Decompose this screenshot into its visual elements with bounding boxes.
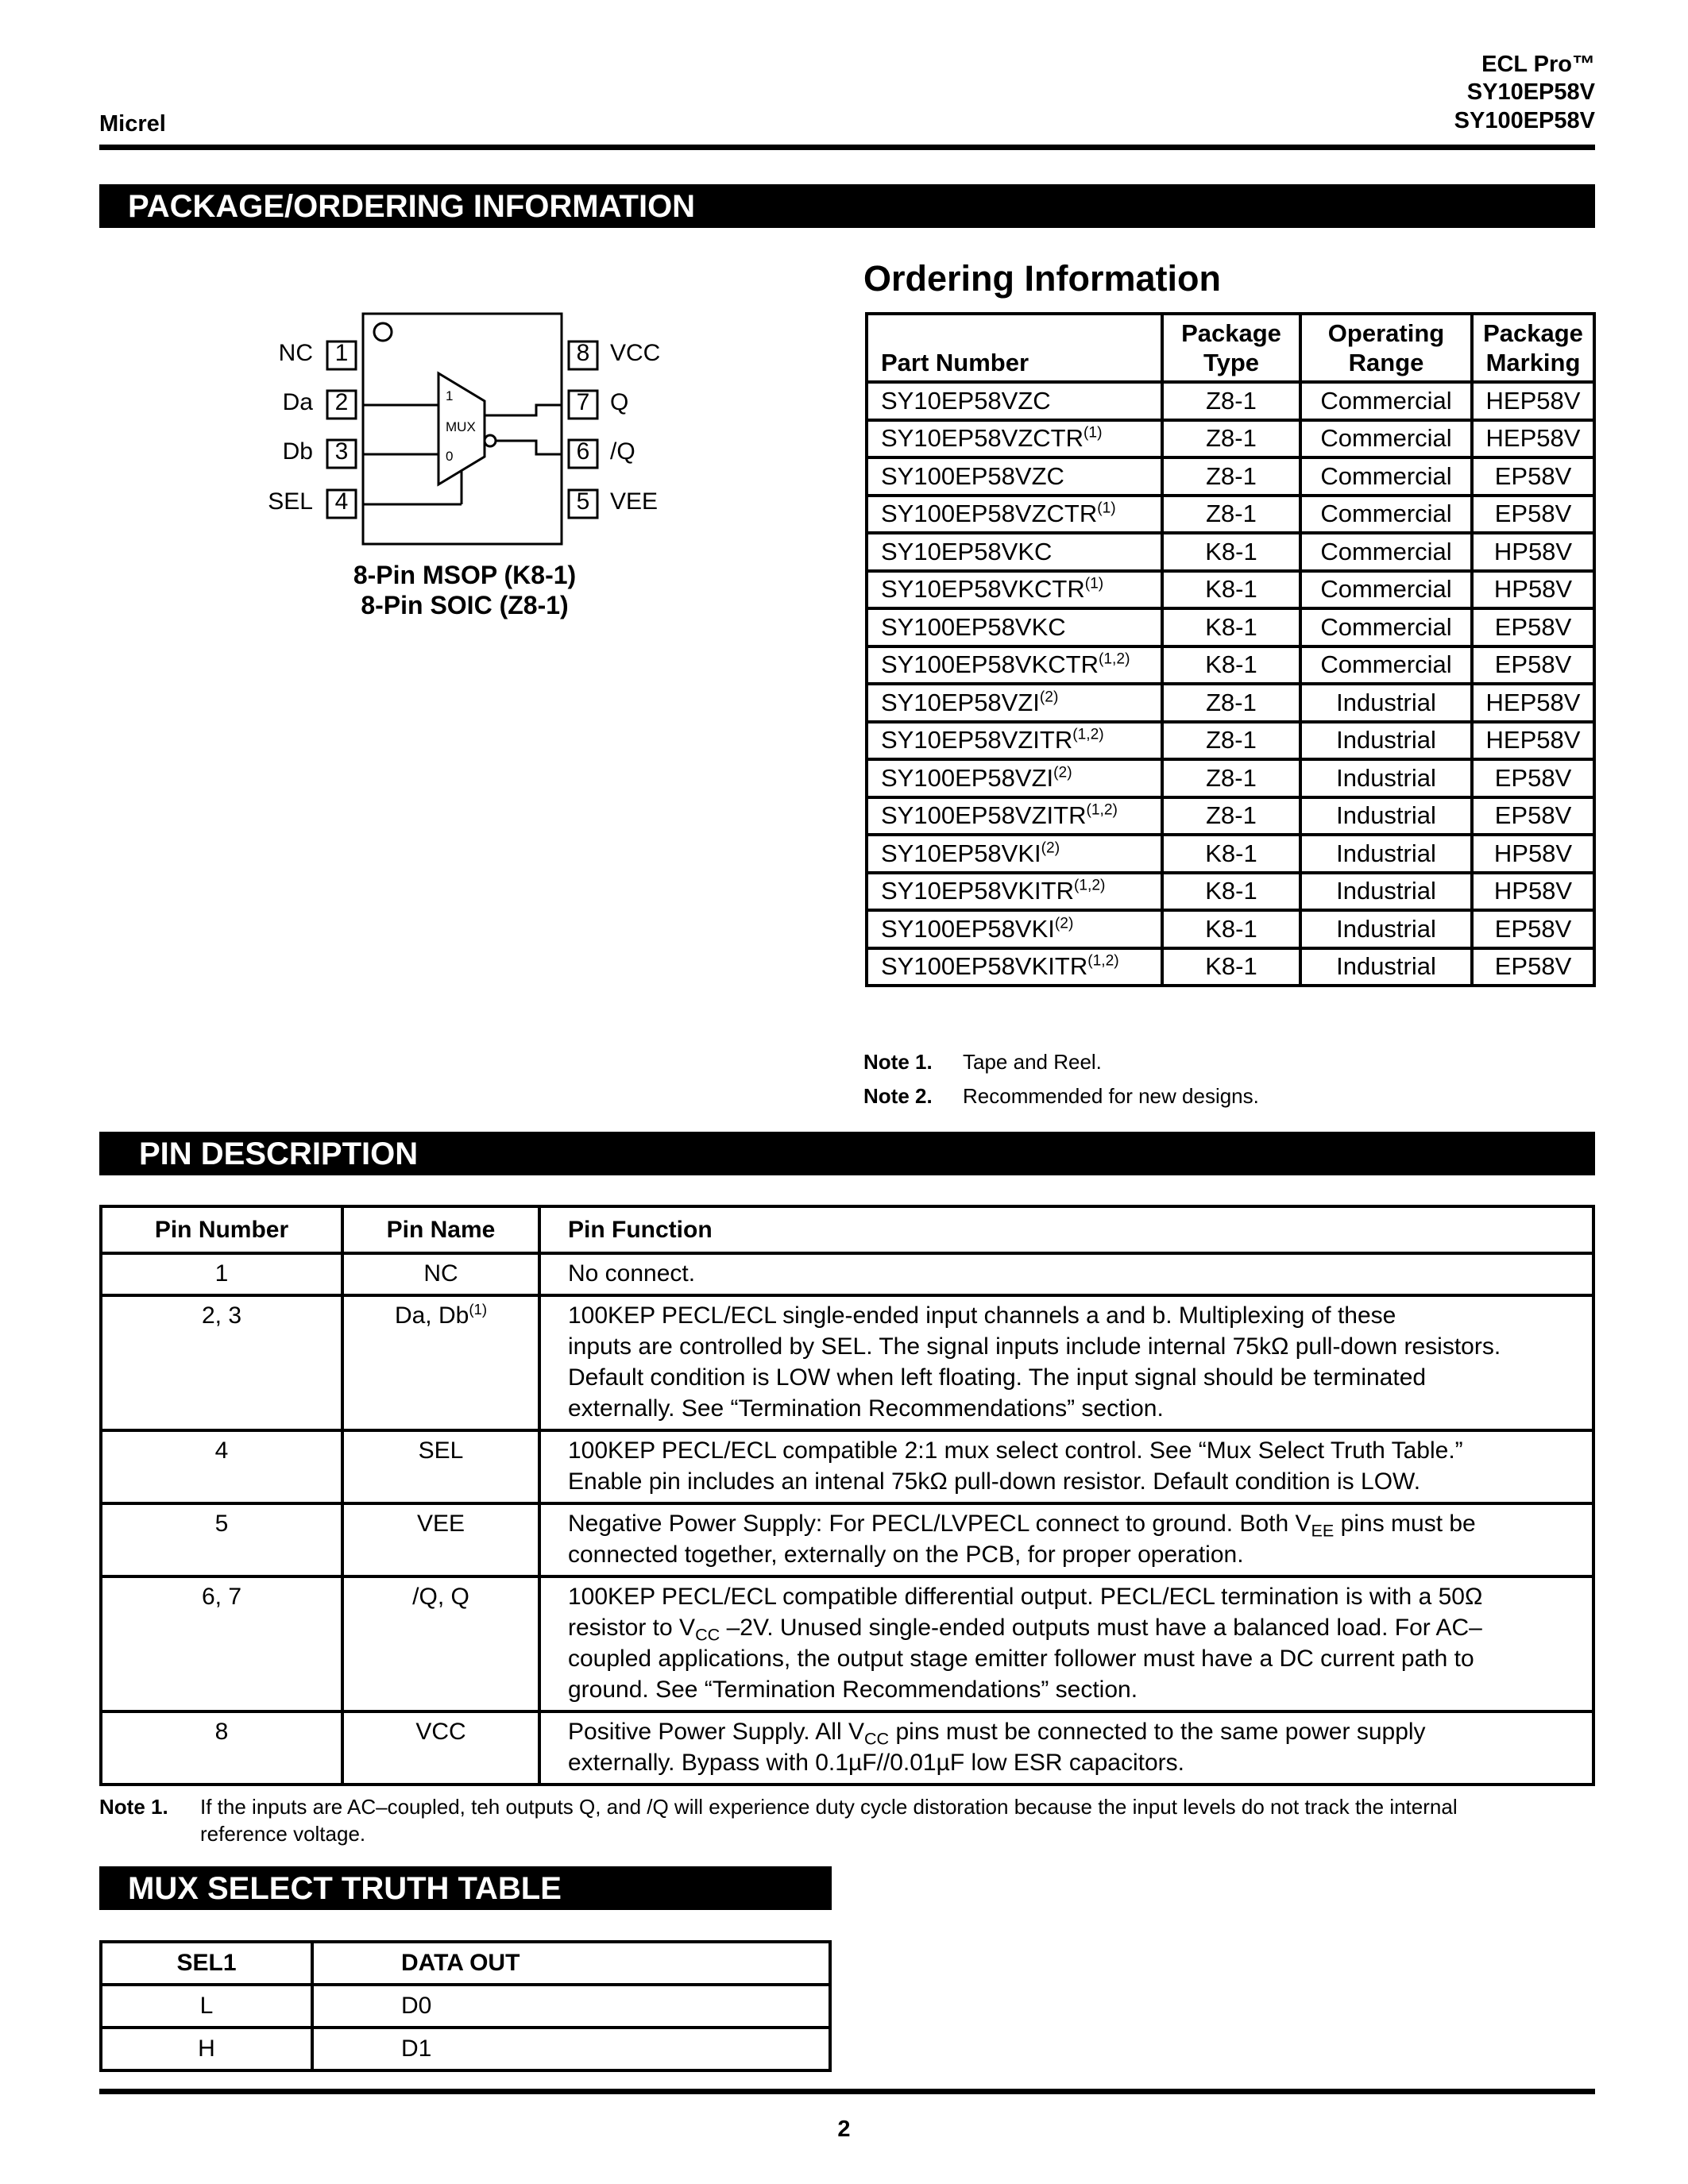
part-number-cell: SY100EP58VZC [867, 457, 1162, 496]
product-family: ECL Pro™ [1481, 52, 1595, 77]
mux-out: D1 [312, 2028, 830, 2070]
operating-range-cell: Industrial [1300, 797, 1472, 835]
package-marking-cell: HP58V [1472, 835, 1594, 873]
ordering-row [867, 722, 1594, 760]
operating-range-cell: Commercial [1300, 420, 1472, 458]
caption-msop: 8-Pin MSOP (K8-1) [353, 561, 577, 589]
pin-number: 8 [101, 1711, 342, 1785]
pin-num-8: 8 [576, 340, 590, 366]
ordering-row [867, 684, 1594, 722]
invert-bubble [485, 435, 496, 446]
package-type-cell: K8-1 [1162, 646, 1300, 685]
wire-qbar [496, 441, 562, 454]
operating-range-cell: Industrial [1300, 759, 1472, 797]
col-sel1: SEL1 [101, 1942, 312, 1985]
package-marking-cell: HP58V [1472, 571, 1594, 609]
pin-num-7: 7 [576, 389, 590, 415]
operating-range-cell: Commercial [1300, 457, 1472, 496]
ordering-row [867, 571, 1594, 609]
operating-range-cell: Industrial [1300, 722, 1472, 760]
caption-soic: 8-Pin SOIC (Z8-1) [361, 591, 569, 619]
pin-header-row [101, 1206, 1593, 1253]
package-type-cell: K8-1 [1162, 571, 1300, 609]
pin-row [101, 1295, 1593, 1430]
pin-number: 5 [101, 1503, 342, 1576]
pin-function: Negative Power Supply: For PECL/LVPECL connect to ground. Both $V_{EE}$ pins must be connected together, externally on the PCB, for proper operation. [539, 1503, 1593, 1576]
package-marking-cell: EP58V [1472, 948, 1594, 986]
pin-num-4: 4 [334, 488, 349, 515]
pin-row [101, 1253, 1593, 1295]
col-data-out: DATA OUT [312, 1942, 830, 1985]
ordering-table [865, 312, 1596, 987]
pin-label-da: Da [282, 389, 313, 415]
ordering-row [867, 759, 1594, 797]
pin-function: 100KEP PECL/ECL compatible 2:1 mux select control. See “Mux Select Truth Table.” Enable pin includes an intenal 75kΩ pull-down resistor. Default condition is LOW. [539, 1430, 1593, 1503]
ordering-row [867, 457, 1594, 496]
part-number-cell: SY100EP58VKITR$^{(1,2)}$ [867, 948, 1162, 986]
pin-name: VEE [342, 1503, 539, 1576]
package-marking-cell: HP58V [1472, 873, 1594, 911]
package-marking-cell: EP58V [1472, 608, 1594, 646]
package-type-cell: K8-1 [1162, 873, 1300, 911]
ordering-row [867, 496, 1594, 534]
page-number: 2 [837, 2116, 851, 2142]
ordering-row [867, 382, 1594, 420]
part-number-cell: SY100EP58VKI$^{(2)}$ [867, 910, 1162, 948]
col-pin-name: Pin Name [342, 1206, 539, 1253]
pin-label-nc: NC [278, 340, 313, 366]
package-type-cell: Z8-1 [1162, 496, 1300, 534]
part-number-cell: SY10EP58VKC [867, 533, 1162, 571]
pin-name: Da, Db$^{(1)}$ [342, 1295, 539, 1430]
package-marking-cell: HEP58V [1472, 684, 1594, 722]
package-type-cell: Z8-1 [1162, 382, 1300, 420]
package-marking-cell: EP58V [1472, 797, 1594, 835]
company-name: Micrel [99, 111, 166, 137]
mux-row [101, 1985, 830, 2028]
part-number-cell: SY100EP58VZCTR$^{(1)}$ [867, 496, 1162, 534]
footer-rule [99, 2089, 1595, 2094]
operating-range-cell: Industrial [1300, 948, 1472, 986]
mux-in0-label: 0 [446, 449, 454, 464]
ordering-note-2: Note 2. Recommended for new designs. [863, 1084, 1259, 1108]
package-marking-cell: HEP58V [1472, 722, 1594, 760]
section-pin-description: PIN DESCRIPTION [99, 1132, 1595, 1175]
part-number-cell: SY10EP58VZC [867, 382, 1162, 420]
package-marking-cell: EP58V [1472, 457, 1594, 496]
col-part-number: Part Number [867, 314, 1162, 382]
pin-label-q: Q [610, 389, 629, 415]
pin-num-2: 2 [334, 389, 349, 415]
pin-num-1: 1 [334, 340, 349, 366]
pin-label-vee: VEE [610, 488, 659, 515]
ordering-row [867, 646, 1594, 685]
package-type-cell: Z8-1 [1162, 759, 1300, 797]
pin1-marker [374, 323, 392, 341]
operating-range-cell: Industrial [1300, 910, 1472, 948]
operating-range-cell: Commercial [1300, 533, 1472, 571]
operating-range-cell: Commercial [1300, 571, 1472, 609]
col-package-marking: Package Marking [1472, 314, 1594, 382]
mux-out: D0 [312, 1985, 830, 2028]
mux-sel: H [101, 2028, 312, 2070]
part-number-cell: SY10EP58VKITR$^{(1,2)}$ [867, 873, 1162, 911]
package-type-cell: K8-1 [1162, 608, 1300, 646]
part-number-1: SY10EP58V [1466, 79, 1595, 105]
mux-text: MUX [446, 419, 476, 434]
pin-row [101, 1503, 1593, 1576]
pin-table-note: Note 1. If the inputs are AC–coupled, teh outputs Q, and /Q will experience duty cycle distoration because the input levels do not track the internal reference voltage. [99, 1795, 1458, 1846]
pin-label-qbar: /Q [610, 438, 635, 465]
ordering-row [867, 797, 1594, 835]
package-marking-cell: HEP58V [1472, 382, 1594, 420]
part-number-cell: SY10EP58VKCTR$^{(1)}$ [867, 571, 1162, 609]
part-number-cell: SY10EP58VZITR$^{(1,2)}$ [867, 722, 1162, 760]
package-type-cell: K8-1 [1162, 910, 1300, 948]
mux-header-row [101, 1942, 830, 1985]
part-number-cell: SY100EP58VKC [867, 608, 1162, 646]
pin-num-6: 6 [576, 438, 590, 465]
operating-range-cell: Commercial [1300, 496, 1472, 534]
ordering-row [867, 910, 1594, 948]
pin-function: 100KEP PECL/ECL single-ended input channels a and b. Multiplexing of these inputs are controlled by SEL. The signal inputs include internal 75kΩ pull-down resistors. Default condition is LOW when left floating. The input signal should be terminated externally. See “Termination Recommendations” section. [539, 1295, 1593, 1430]
pin-num-5: 5 [576, 488, 590, 515]
part-number-cell: SY10EP58VZCTR$^{(1)}$ [867, 420, 1162, 458]
col-pin-number: Pin Number [101, 1206, 342, 1253]
part-number-cell: SY10EP58VKI$^{(2)}$ [867, 835, 1162, 873]
pin-number: 1 [101, 1253, 342, 1295]
ordering-row [867, 420, 1594, 458]
pin-name: NC [342, 1253, 539, 1295]
pin-name: /Q, Q [342, 1576, 539, 1711]
pin-number: 2, 3 [101, 1295, 342, 1430]
operating-range-cell: Industrial [1300, 684, 1472, 722]
mux-sel: L [101, 1985, 312, 2028]
section-mux-truth-table: MUX SELECT TRUTH TABLE [99, 1866, 832, 1910]
pin-row [101, 1576, 1593, 1711]
header-rule [99, 145, 1595, 150]
package-type-cell: K8-1 [1162, 835, 1300, 873]
package-type-cell: Z8-1 [1162, 684, 1300, 722]
pin-number: 4 [101, 1430, 342, 1503]
ordering-row [867, 948, 1594, 986]
col-package-type: Package Type [1162, 314, 1300, 382]
ordering-row [867, 835, 1594, 873]
package-marking-cell: HEP58V [1472, 420, 1594, 458]
ordering-row [867, 533, 1594, 571]
ordering-title: Ordering Information [863, 258, 1221, 299]
package-type-cell: Z8-1 [1162, 797, 1300, 835]
operating-range-cell: Industrial [1300, 835, 1472, 873]
operating-range-cell: Industrial [1300, 873, 1472, 911]
operating-range-cell: Commercial [1300, 608, 1472, 646]
pin-label-db: Db [282, 438, 313, 465]
package-type-cell: Z8-1 [1162, 722, 1300, 760]
mux-row [101, 2028, 830, 2070]
operating-range-cell: Commercial [1300, 382, 1472, 420]
mux-truth-table [99, 1940, 832, 2072]
part-number-2: SY100EP58V [1454, 108, 1595, 133]
pin-name: VCC [342, 1711, 539, 1785]
part-number-cell: SY100EP58VZITR$^{(1,2)}$ [867, 797, 1162, 835]
package-caption [306, 560, 624, 620]
package-marking-cell: EP58V [1472, 496, 1594, 534]
pin-label-vcc: VCC [610, 340, 661, 366]
col-operating-range: Operating Range [1300, 314, 1472, 382]
ordering-row [867, 608, 1594, 646]
pin-num-3: 3 [334, 438, 349, 465]
wire-q [485, 405, 562, 415]
section-package-ordering: PACKAGE/ORDERING INFORMATION [99, 184, 1595, 228]
operating-range-cell: Commercial [1300, 646, 1472, 685]
pin-row [101, 1711, 1593, 1785]
package-type-cell: Z8-1 [1162, 420, 1300, 458]
package-marking-cell: EP58V [1472, 646, 1594, 685]
col-pin-function: Pin Function [539, 1206, 1593, 1253]
package-marking-cell: EP58V [1472, 759, 1594, 797]
package-marking-cell: EP58V [1472, 910, 1594, 948]
package-type-cell: K8-1 [1162, 948, 1300, 986]
part-number-cell: SY100EP58VZI$^{(2)}$ [867, 759, 1162, 797]
package-type-cell: Z8-1 [1162, 457, 1300, 496]
pin-row [101, 1430, 1593, 1503]
pin-name: SEL [342, 1430, 539, 1503]
ordering-row [867, 873, 1594, 911]
pin-number: 6, 7 [101, 1576, 342, 1711]
pin-label-sel: SEL [268, 488, 313, 515]
pin-function: No connect. [539, 1253, 1593, 1295]
pin-function: Positive Power Supply. All $V_{CC}$ pins must be connected to the same power supply externally. Bypass with 0.1µF//0.01µF low ESR capacitors. [539, 1711, 1593, 1785]
ordering-note-1: Note 1. Tape and Reel. [863, 1050, 1102, 1074]
package-marking-cell: HP58V [1472, 533, 1594, 571]
ordering-header-row [867, 314, 1594, 382]
part-number-cell: SY10EP58VZI$^{(2)}$ [867, 684, 1162, 722]
mux-in1-label: 1 [446, 388, 454, 403]
part-number-cell: SY100EP58VKCTR$^{(1,2)}$ [867, 646, 1162, 685]
pin-description-table [99, 1205, 1595, 1786]
pin-function: 100KEP PECL/ECL compatible differential output. PECL/ECL termination is with a 50Ω resistor to $V_{CC}$ –2V. Unused single-ended outputs must have a balanced load. For AC– coupled applications, the output stage emitter follower must have a DC current path to ground. See “Termination Recommendations” section. [539, 1576, 1593, 1711]
package-type-cell: K8-1 [1162, 533, 1300, 571]
